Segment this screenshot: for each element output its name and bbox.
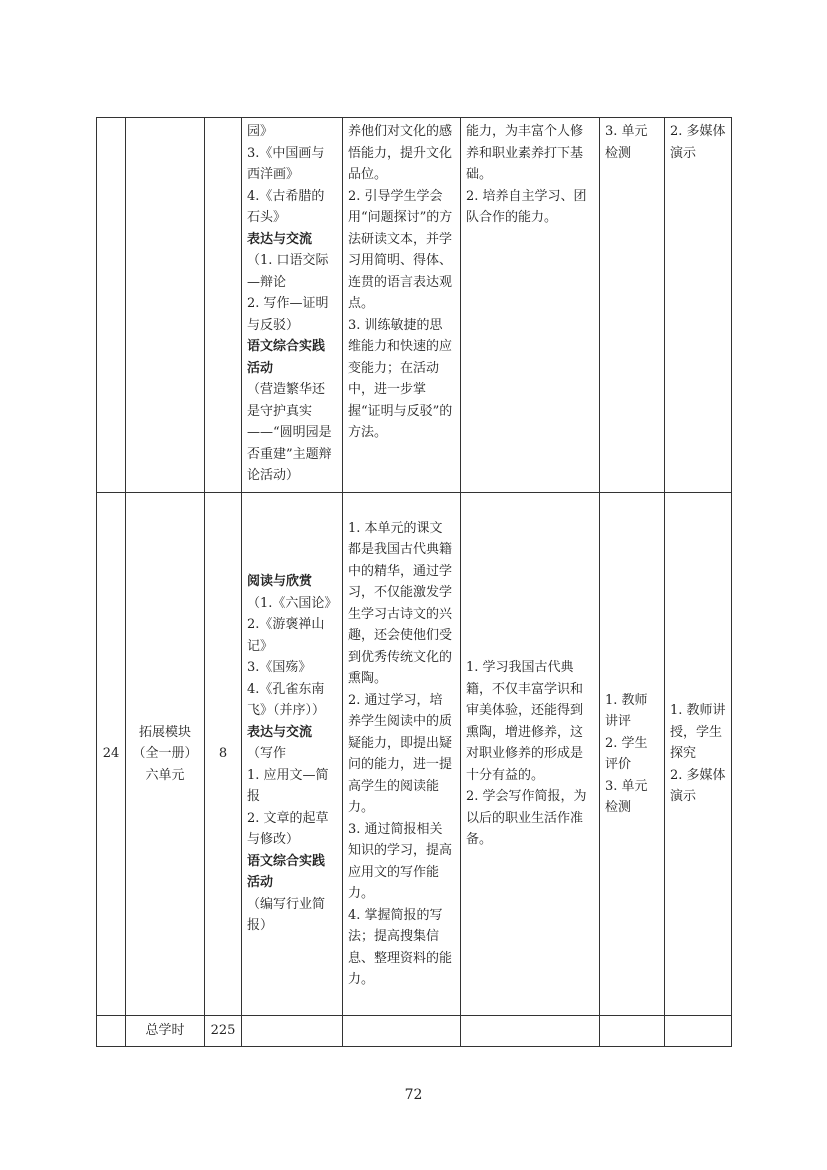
content-line: （营造繁华还是守护真实——“圆明园是否重建”主题辩论活动）	[247, 382, 332, 483]
row-number-cell	[97, 118, 126, 493]
assessment-item: 3. 单元检测	[605, 778, 648, 815]
method-item: 2. 多媒体演示	[670, 124, 726, 161]
module-line: 六单元	[145, 767, 185, 783]
quality-cell	[461, 493, 600, 1016]
module-cell	[126, 493, 205, 1016]
content-line: （1. 口语交际—辩论	[247, 253, 329, 290]
quality-cell	[461, 118, 600, 493]
assessment-item: 1. 教师讲评	[605, 692, 648, 729]
goal-item: 3. 训练敏捷的思维能力和快速的应变能力；在活动中，进一步掌握“证明与反驳”的方法。	[348, 317, 453, 440]
assessment-item: 3. 单元检测	[605, 124, 648, 161]
total-hours: 225	[205, 1016, 242, 1047]
total-label: 总学时	[126, 1016, 205, 1047]
empty-cell	[665, 1016, 732, 1047]
empty-cell	[242, 1016, 343, 1047]
row-number-cell: 24	[97, 493, 126, 1016]
content-cell	[242, 493, 343, 1016]
quality-item: 2. 学会写作简报，为以后的职业生活作准备。	[466, 789, 587, 848]
goals-cell	[343, 493, 461, 1016]
goal-item: 2. 通过学习，培养学生阅读中的质疑能力，即提出疑问的能力，进一提高学生的阅读能力。	[348, 692, 453, 815]
goal-item: 3. 通过简报相关知识的学习，提高应用文的写作能力。	[348, 821, 453, 901]
hours-cell: 8	[205, 493, 242, 1016]
method-cell	[665, 493, 732, 1016]
quality-item: 2. 培养自主学习、团队合作的能力。	[466, 188, 587, 225]
assessment-item: 2. 学生评价	[605, 735, 648, 772]
goal-item: 4. 掌握简报的写法；提高搜集信息、整理资料的能力。	[348, 907, 453, 987]
module-line: 拓展模块	[138, 724, 191, 740]
goal-item: 养他们对文化的感悟能力，提升文化品位。	[348, 124, 453, 182]
table-row	[97, 493, 732, 1016]
curriculum-table	[96, 117, 732, 1047]
goal-item: 2. 引导学生学会用“问题探讨”的方法研读文本，并学习用简明、得体、连贯的语言表达观点。	[348, 188, 453, 311]
content-line: （编写行业简报）	[247, 896, 326, 934]
empty-cell	[343, 1016, 461, 1047]
method-item: 1. 教师讲授，学生探究	[670, 703, 726, 762]
assessment-cell	[600, 493, 665, 1016]
content-line: 语文综合实践活动	[247, 339, 326, 376]
goal-item: 1. 本单元的课文都是我国古代典籍中的精华，通过学习，不仅能激发学生学习古诗文的兴趣，还会使他们受到优秀传统文化的熏陶。	[348, 520, 453, 686]
content-line: 2. 写作—证明与反驳）	[247, 296, 329, 333]
content-cell	[242, 118, 343, 493]
content-line: 表达与交流	[247, 724, 313, 740]
content-line: 4.《古希腊的石头》	[247, 188, 325, 225]
content-line: （1.《六国论》	[247, 595, 338, 611]
assessment-cell	[600, 118, 665, 493]
content-line: 2. 文章的起草与修改）	[247, 810, 329, 848]
content-line: 3.《中国画与西洋画》	[247, 145, 325, 182]
quality-item: 能力，为丰富个人修养和职业素养打下基础。	[466, 124, 584, 182]
table-row	[97, 118, 732, 493]
hours-cell	[205, 118, 242, 493]
module-line: （全一册）	[132, 746, 198, 762]
empty-cell	[600, 1016, 665, 1047]
content-line: 3.《国殇》	[247, 660, 312, 676]
content-line: 1. 应用文—简报	[247, 767, 329, 805]
content-line: 4.《孔雀东南飞》（并序））	[247, 681, 326, 719]
method-cell	[665, 118, 732, 493]
content-line: 表达与交流	[247, 231, 313, 247]
content-line: 2.《游褒禅山记》	[247, 617, 325, 654]
content-line: （写作	[247, 746, 287, 762]
page-number: 72	[404, 1087, 423, 1103]
content-line: 阅读与欣赏	[247, 574, 313, 590]
method-item: 2. 多媒体演示	[670, 767, 726, 805]
content-line: 语文综合实践活动	[247, 853, 326, 891]
quality-item: 1. 学习我国古代典籍，不仅丰富学识和审美体验，还能得到熏陶，增进修养，这对职业修养的形成是十分有益的。	[466, 660, 584, 783]
goals-cell	[343, 118, 461, 493]
module-cell	[126, 118, 205, 493]
total-row	[97, 1016, 732, 1047]
content-line: 园》	[247, 124, 274, 139]
empty-cell	[461, 1016, 600, 1047]
row-number-cell	[97, 1016, 126, 1047]
